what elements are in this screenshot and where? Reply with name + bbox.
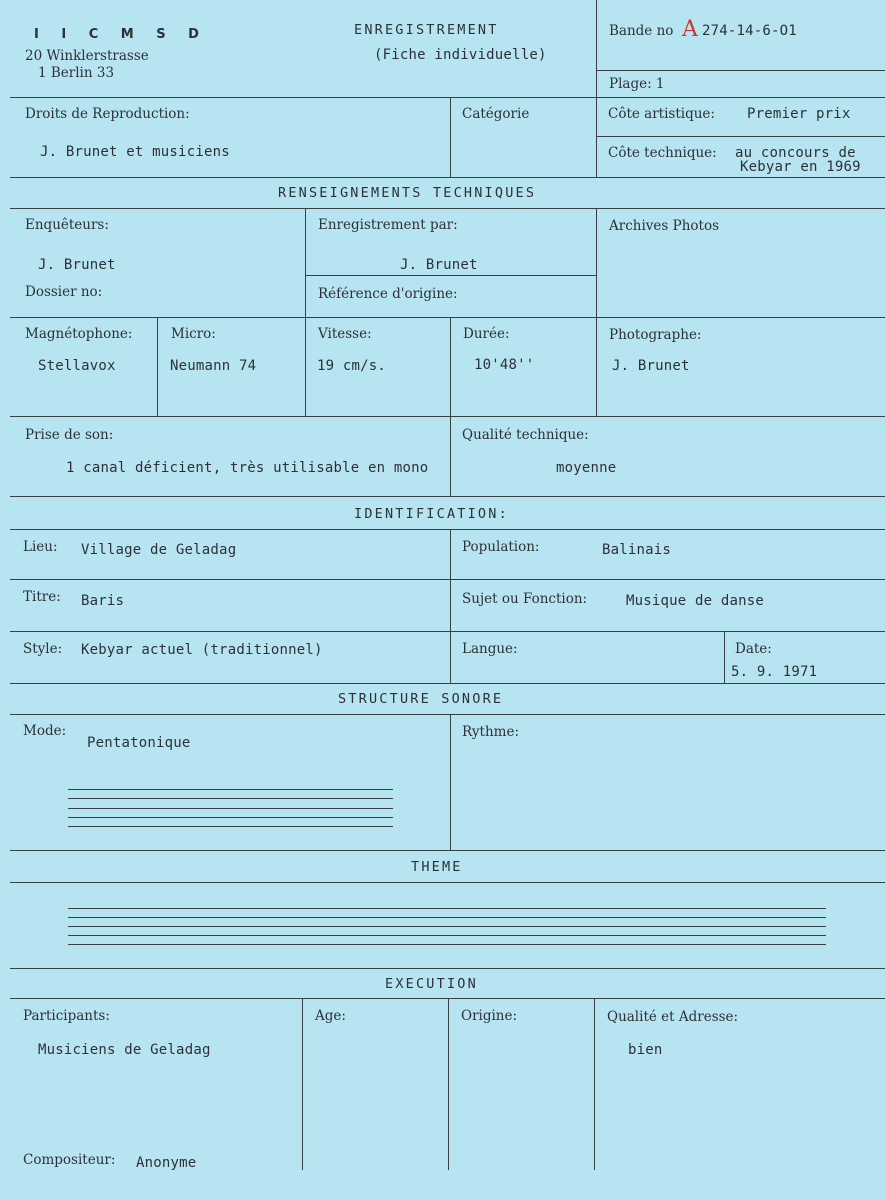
theme-staff-line-4 xyxy=(68,935,826,936)
rule-v-micro xyxy=(157,317,158,416)
rule-equipment-top xyxy=(10,317,885,318)
section-theme: THEME xyxy=(411,859,463,875)
style-label: Style: xyxy=(23,641,63,657)
droits-value: J. Brunet et musiciens xyxy=(40,144,230,160)
address-city: 1 Berlin 33 xyxy=(38,65,115,81)
micro-value: Neumann 74 xyxy=(170,358,257,374)
population-label: Population: xyxy=(462,539,540,555)
style-value: Kebyar actuel (traditionnel) xyxy=(81,642,323,658)
theme-staff-line-5 xyxy=(68,944,826,945)
rule-ident-section-bottom xyxy=(10,529,885,530)
population-value: Balinais xyxy=(602,542,672,558)
titre-value: Baris xyxy=(81,593,125,609)
rule-bande-plage xyxy=(596,70,885,71)
enregistrement-par-label: Enregistrement par: xyxy=(318,217,458,233)
bande-value: 274-14-6-O1 xyxy=(702,23,797,39)
form-subtitle: (Fiche individuelle) xyxy=(374,47,547,63)
origine-label: Origine: xyxy=(461,1008,518,1024)
qualite-adresse-label: Qualité et Adresse: xyxy=(607,1009,739,1025)
rule-prise-bottom xyxy=(10,496,885,497)
mode-staff-line-5 xyxy=(68,826,393,827)
rythme-label: Rythme: xyxy=(462,724,520,740)
magnetophone-label: Magnétophone: xyxy=(25,326,133,342)
cote-artistique-value: Premier prix xyxy=(747,106,851,122)
mode-staff-line-1 xyxy=(68,789,393,790)
date-label: Date: xyxy=(735,641,772,657)
qualite-technique-value: moyenne xyxy=(556,460,617,476)
rule-lieu-bottom xyxy=(10,579,885,580)
section-structure-sonore: STRUCTURE SONORE xyxy=(338,691,504,707)
rule-v-rythme xyxy=(450,714,451,850)
enqueteurs-label: Enquêteurs: xyxy=(25,217,109,233)
mode-value: Pentatonique xyxy=(87,735,191,751)
rule-theme-bottom xyxy=(10,968,885,969)
rule-v-qualite xyxy=(450,416,451,496)
dossier-label: Dossier no: xyxy=(25,284,103,300)
rule-cote-split xyxy=(596,136,885,137)
rule-v-population xyxy=(450,529,451,683)
duree-label: Durée: xyxy=(463,326,510,342)
cote-artistique-label: Côte artistique: xyxy=(608,106,715,122)
participants-label: Participants: xyxy=(23,1008,110,1024)
rule-v-origine xyxy=(448,998,449,1170)
rule-v-bande xyxy=(596,0,597,177)
compositeur-value: Anonyme xyxy=(136,1155,197,1171)
rule-v-age xyxy=(302,998,303,1170)
prise-de-son-label: Prise de son: xyxy=(25,427,114,443)
lieu-value: Village de Geladag xyxy=(81,542,237,558)
rule-structure-bottom xyxy=(10,850,885,851)
date-value: 5. 9. 1971 xyxy=(731,664,818,680)
lieu-label: Lieu: xyxy=(23,539,58,555)
rule-v-categorie xyxy=(450,97,451,177)
mode-label: Mode: xyxy=(23,723,67,739)
droits-label: Droits de Reproduction: xyxy=(25,106,190,122)
rule-v-enregistrement xyxy=(305,208,306,416)
rule-v-archives xyxy=(596,208,597,416)
section-identification: IDENTIFICATION: xyxy=(354,506,509,522)
plage-field: Plage: 1 xyxy=(609,76,665,92)
theme-staff-line-2 xyxy=(68,917,826,918)
vitesse-value: 19 cm/s. xyxy=(317,358,387,374)
rule-theme-section-bottom xyxy=(10,882,885,883)
cote-technique-value-line2: Kebyar en 1969 xyxy=(740,159,861,175)
duree-value: 10'48'' xyxy=(474,357,535,373)
compositeur-label: Compositeur: xyxy=(23,1152,116,1168)
langue-label: Langue: xyxy=(462,641,518,657)
photographe-label: Photographe: xyxy=(609,327,702,343)
rule-v-duree xyxy=(450,317,451,416)
qualite-technique-label: Qualité technique: xyxy=(462,427,589,443)
rule-structure-section-bottom xyxy=(10,714,885,715)
prise-de-son-value: 1 canal déficient, très utilisable en mono xyxy=(66,460,429,476)
rule-header-bottom xyxy=(10,97,885,98)
rule-v-qualite-adresse xyxy=(594,998,595,1170)
archives-photos-label: Archives Photos xyxy=(609,218,719,234)
mode-staff-line-3 xyxy=(68,808,393,809)
address-street: 20 Winklerstrasse xyxy=(25,48,149,64)
theme-staff-line-1 xyxy=(68,908,826,909)
rule-enregistrement-split xyxy=(305,275,596,276)
section-execution: EXECUTION xyxy=(385,976,478,992)
sujet-fonction-value: Musique de danse xyxy=(626,593,765,609)
section-renseignements-techniques: RENSEIGNEMENTS TECHNIQUES xyxy=(278,185,537,201)
cote-technique-value-line1: au concours de xyxy=(735,145,856,161)
age-label: Age: xyxy=(315,1008,346,1024)
titre-label: Titre: xyxy=(23,589,61,605)
enregistrement-par-value: J. Brunet xyxy=(400,257,478,273)
vitesse-label: Vitesse: xyxy=(318,326,372,342)
cote-technique-label: Côte technique: xyxy=(608,145,717,161)
theme-staff-line-3 xyxy=(68,926,826,927)
rule-style-bottom xyxy=(10,683,885,684)
institute-logo: I I C M S D xyxy=(34,27,208,42)
rule-titre-bottom xyxy=(10,631,885,632)
rule-v-date xyxy=(724,631,725,683)
bande-prefix-handwritten: A xyxy=(682,17,698,42)
categorie-label: Catégorie xyxy=(462,106,530,122)
micro-label: Micro: xyxy=(171,326,216,342)
bande-label: Bande no xyxy=(609,23,674,39)
reference-origine-label: Référence d'origine: xyxy=(318,286,458,302)
magnetophone-value: Stellavox xyxy=(38,358,116,374)
photographe-value: J. Brunet xyxy=(612,358,690,374)
rule-rights-bottom xyxy=(10,177,885,178)
rule-tech-section-bottom xyxy=(10,208,885,209)
mode-staff-line-2 xyxy=(68,798,393,799)
participants-value: Musiciens de Geladag xyxy=(38,1042,211,1058)
sujet-fonction-label: Sujet ou Fonction: xyxy=(462,591,588,607)
mode-staff-line-4 xyxy=(68,817,393,818)
rule-equipment-bottom xyxy=(10,416,885,417)
qualite-adresse-value: bien xyxy=(628,1042,663,1058)
form-title: ENREGISTREMENT xyxy=(354,22,499,38)
enqueteurs-value: J. Brunet xyxy=(38,257,116,273)
